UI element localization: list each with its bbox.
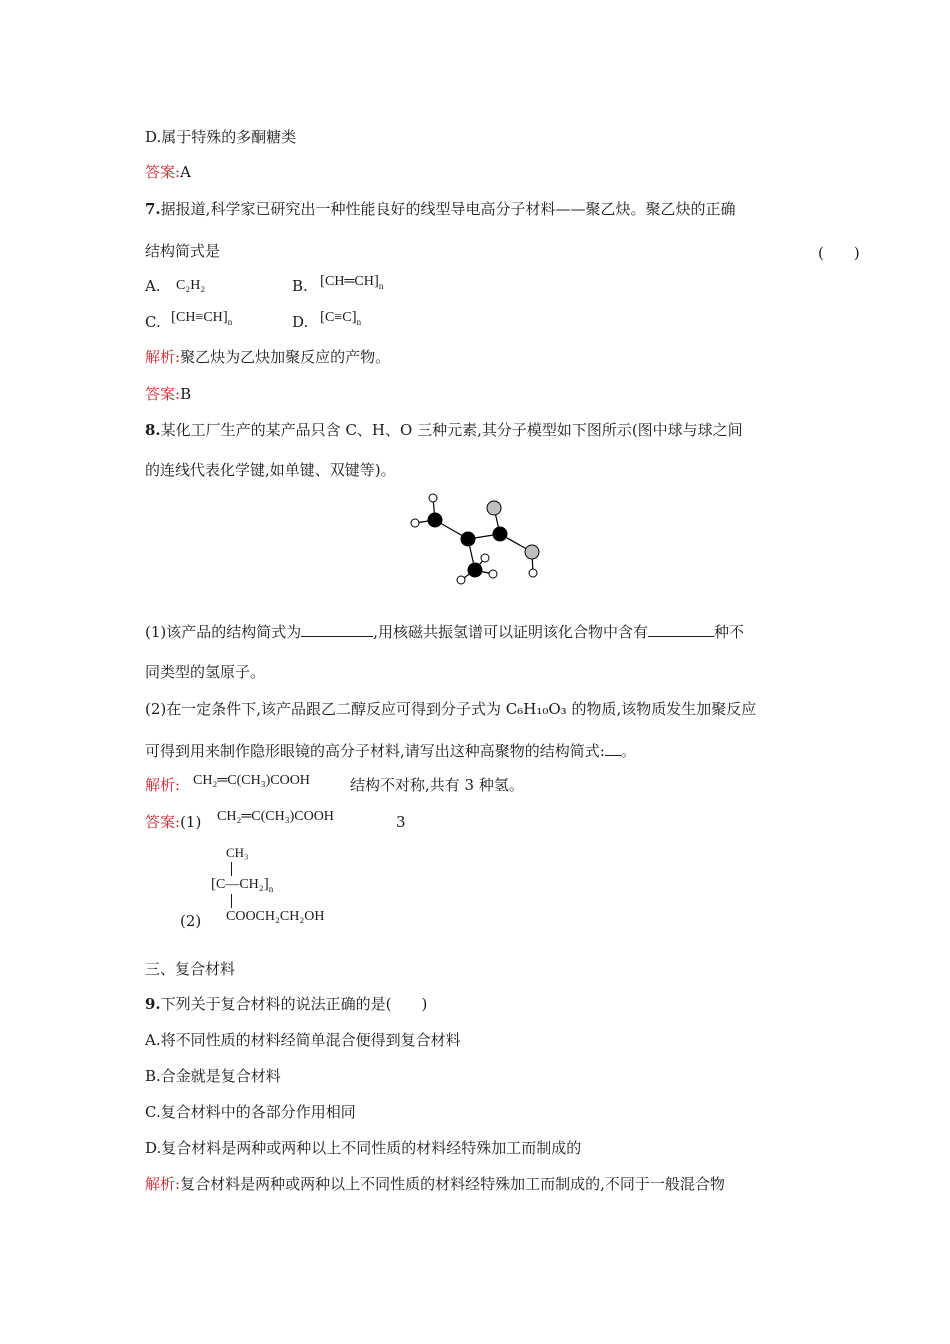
q7-stem-line1 bbox=[145, 199, 735, 219]
q7-option-d-label: D. bbox=[292, 313, 309, 331]
q7-option-c-label: C. bbox=[145, 313, 161, 331]
carbon-atom bbox=[461, 532, 476, 547]
q8-stem-text: 某化工厂生产的某产品只含 C、H、O 三种元素,其分子模型如下图所示(图中球与球之间 bbox=[160, 421, 743, 439]
q7-stem-line2: 结构简式是 bbox=[145, 242, 221, 260]
q8-sub1-text-b: ,用核磁共振氢谱可以证明该化合物中含有 bbox=[373, 623, 649, 641]
q8-sub2-line2 bbox=[145, 741, 636, 761]
q8-answer-1-formula: CH₂═C(CH₃)COOH bbox=[217, 809, 334, 824]
q9-option-d: D.复合材料是两种或两种以上不同性质的材料经特殊加工而制成的 bbox=[145, 1139, 582, 1157]
q8-sub1-line1 bbox=[145, 622, 744, 642]
answer-value: A bbox=[180, 163, 191, 181]
answer-blank[interactable] bbox=[648, 622, 714, 637]
answer-label: 答案: bbox=[145, 813, 181, 831]
q8-sub1-line2: 同类型的氢原子。 bbox=[145, 663, 266, 681]
q7-option-b-formula: $[CH═CH]_n$ bbox=[320, 273, 384, 291]
hydrogen-atom bbox=[481, 554, 489, 562]
q8-sub2-text: 可得到用来制作隐形眼镜的高分子材料,请写出这种高聚物的结构简式: bbox=[145, 742, 605, 760]
answer-value: B bbox=[180, 385, 192, 403]
q8-analysis-text: 结构不对称,共有 3 种氢。 bbox=[350, 776, 524, 794]
q9-option-c: C.复合材料中的各部分作用相同 bbox=[145, 1103, 356, 1121]
carbon-atom bbox=[428, 513, 443, 528]
molecule-model-figure bbox=[405, 488, 555, 588]
q8-sub1-text-c: 种不 bbox=[714, 623, 745, 641]
q8-answer bbox=[145, 812, 201, 832]
q9-analysis bbox=[145, 1174, 725, 1194]
q7-answer-paren: ( ) bbox=[818, 244, 860, 262]
atoms bbox=[411, 494, 539, 584]
q8-analysis-formula: CH₂═C(CH₃)COOH bbox=[193, 773, 310, 788]
answer-label: 答案: bbox=[145, 385, 181, 403]
polymer-unit: C≡C bbox=[325, 310, 352, 325]
hydrogen-atom bbox=[411, 519, 419, 527]
q8-sub2-line1: (2)在一定条件下,该产品跟乙二醇反应可得到分子式为 C₆H₁₀O₃ 的物质,该物质发生加聚反应 bbox=[145, 700, 757, 718]
polymer-backbone: $[C—CH_2]_n$ bbox=[211, 876, 274, 894]
polymer-n: n bbox=[378, 280, 384, 291]
hydrogen-atom bbox=[429, 494, 437, 502]
polymer-unit: CH═CH bbox=[325, 274, 374, 289]
q8-stem-line2: 的连线代表化学键,如单键、双键等)。 bbox=[145, 461, 396, 479]
polymer-methyl: CH₃ bbox=[226, 845, 249, 860]
q7-answer bbox=[145, 384, 191, 404]
hydrogen-atom bbox=[529, 569, 537, 577]
oxygen-atom bbox=[525, 545, 539, 559]
q6-answer bbox=[145, 162, 191, 182]
polymer-ester: COOCH₂CH₂OH bbox=[226, 909, 325, 924]
carbon-atom bbox=[468, 563, 483, 578]
q9-stem-text: 下列关于复合材料的说法正确的是( ) bbox=[160, 995, 428, 1013]
analysis-label: 解析: bbox=[145, 348, 181, 366]
polymer-bond-down bbox=[231, 894, 232, 908]
q9-option-b: B.合金就是复合材料 bbox=[145, 1067, 281, 1085]
carbon-atom bbox=[493, 527, 508, 542]
answer-blank[interactable] bbox=[301, 622, 373, 637]
q8-analysis bbox=[145, 775, 180, 795]
q7-option-b-label: B. bbox=[292, 277, 308, 295]
q7-option-c-formula: $[CH\equiv CH]_n$ bbox=[171, 309, 233, 327]
q7-stem-text: 据报道,科学家已研究出一种性能良好的线型导电高分子材料——聚乙炔。聚乙炔的正确 bbox=[160, 200, 736, 218]
q7-option-a bbox=[145, 276, 161, 296]
polymer-bond-up bbox=[231, 862, 232, 876]
polymer-ch2: CH₂ bbox=[239, 877, 264, 892]
answer-blank[interactable] bbox=[605, 741, 621, 756]
q8-stem-line1 bbox=[145, 420, 743, 440]
q8-answer-1-count: 3 bbox=[396, 813, 406, 831]
q7-analysis bbox=[145, 347, 390, 367]
polymer-unit: CH≡CH bbox=[176, 310, 223, 325]
hydrogen-atom bbox=[489, 570, 497, 578]
answer-label: 答案: bbox=[145, 163, 181, 181]
question-number: 9. bbox=[145, 995, 161, 1013]
section-3-title: 三、复合材料 bbox=[145, 960, 236, 978]
answer-part-1-label: (1) bbox=[180, 813, 202, 831]
polymer-c: C bbox=[216, 877, 226, 892]
polymer-n: n bbox=[268, 883, 274, 894]
q8-sub2-end: 。 bbox=[620, 742, 636, 760]
analysis-text: 复合材料是两种或两种以上不同性质的材料经特殊加工而制成的,不同于一般混合物 bbox=[180, 1175, 725, 1193]
option-label: A. bbox=[145, 277, 161, 295]
question-number: 8. bbox=[145, 421, 161, 439]
polymer-n: n bbox=[356, 316, 362, 327]
q9-option-a: A.将不同性质的材料经简单混合便得到复合材料 bbox=[145, 1031, 461, 1049]
analysis-label: 解析: bbox=[145, 1175, 181, 1193]
analysis-label: 解析: bbox=[145, 776, 181, 794]
q8-sub1-text-a: (1)该产品的结构简式为 bbox=[145, 623, 302, 641]
oxygen-atom bbox=[487, 501, 501, 515]
q7-option-d-formula: $[C\equiv C]_n$ bbox=[320, 309, 362, 327]
q7-option-a-formula: C₂H₂ bbox=[176, 278, 206, 293]
q6-option-d: D.属于特殊的多酮糖类 bbox=[145, 128, 297, 146]
hydrogen-atom bbox=[457, 576, 465, 584]
analysis-text: 聚乙炔为乙炔加聚反应的产物。 bbox=[180, 348, 391, 366]
question-number: 7. bbox=[145, 200, 161, 218]
q9-stem bbox=[145, 994, 427, 1014]
polymer-n: n bbox=[227, 316, 233, 327]
q8-answer-2-label: (2) bbox=[180, 912, 202, 930]
